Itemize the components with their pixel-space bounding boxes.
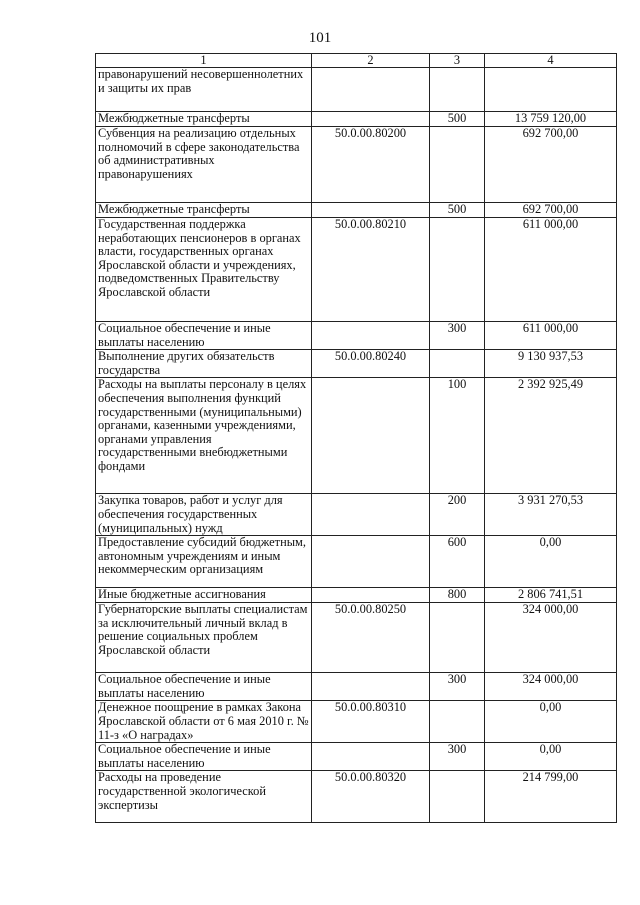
row-name-cell: Денежное поощрение в рамках Закона Ярославской области от 6 мая 2010 г. № 11-з «О наградах» bbox=[96, 701, 312, 743]
row-amount-cell: 13 759 120,00 bbox=[485, 112, 617, 127]
row-expense-type-cell bbox=[430, 68, 485, 112]
row-name-cell: Государственная поддержка неработающих пенсионеров в органах власти, государственных органах Ярославской области и учреждениях, подведомственных Правительству Ярославской области bbox=[96, 218, 312, 322]
row-amount-cell: 692 700,00 bbox=[485, 203, 617, 218]
table-row bbox=[96, 771, 617, 823]
row-amount-cell: 2 392 925,49 bbox=[485, 378, 617, 494]
row-amount-cell: 0,00 bbox=[485, 701, 617, 743]
table-row bbox=[96, 588, 617, 603]
row-name-cell: Межбюджетные трансферты bbox=[96, 203, 312, 218]
budget-table bbox=[95, 53, 617, 823]
row-amount-cell bbox=[485, 68, 617, 112]
row-expense-type-cell: 600 bbox=[430, 536, 485, 588]
row-expense-type-cell bbox=[430, 603, 485, 673]
row-expense-type-cell: 800 bbox=[430, 588, 485, 603]
row-name-cell: Губернаторские выплаты специалистам за исключительный личный вклад в решение социальных проблем Ярославской области bbox=[96, 603, 312, 673]
row-name-cell: Выполнение других обязательств государства bbox=[96, 350, 312, 378]
row-amount-cell: 324 000,00 bbox=[485, 603, 617, 673]
table-row bbox=[96, 701, 617, 743]
table-row bbox=[96, 218, 617, 322]
table-header-row bbox=[96, 54, 617, 68]
column-header-4: 4 bbox=[485, 54, 617, 68]
row-name-cell: Социальное обеспечение и иные выплаты населению bbox=[96, 322, 312, 350]
row-code-cell: 50.0.00.80310 bbox=[312, 701, 430, 743]
row-amount-cell: 3 931 270,53 bbox=[485, 494, 617, 536]
row-name-cell: Закупка товаров, работ и услуг для обеспечения государственных (муниципальных) нужд bbox=[96, 494, 312, 536]
row-name-cell: Социальное обеспечение и иные выплаты населению bbox=[96, 743, 312, 771]
row-name-cell: Расходы на выплаты персоналу в целях обеспечения выполнения функций государственными (муниципальными) органами, казенными учреждениями, органами управления государственными внебюджетными фондами bbox=[96, 378, 312, 494]
row-name-cell: Предоставление субсидий бюджетным, автономным учреждениям и иным некоммерческим организациям bbox=[96, 536, 312, 588]
row-code-cell bbox=[312, 494, 430, 536]
row-code-cell bbox=[312, 203, 430, 218]
row-code-cell bbox=[312, 536, 430, 588]
table-row bbox=[96, 743, 617, 771]
row-name-cell: правонарушений несовершеннолетних и защиты их прав bbox=[96, 68, 312, 112]
row-code-cell: 50.0.00.80210 bbox=[312, 218, 430, 322]
table-row bbox=[96, 112, 617, 127]
row-code-cell bbox=[312, 112, 430, 127]
row-expense-type-cell bbox=[430, 350, 485, 378]
table-body bbox=[96, 68, 617, 823]
row-code-cell: 50.0.00.80200 bbox=[312, 127, 430, 203]
row-expense-type-cell bbox=[430, 218, 485, 322]
table-row bbox=[96, 322, 617, 350]
row-code-cell bbox=[312, 743, 430, 771]
row-name-cell: Расходы на проведение государственной экологической экспертизы bbox=[96, 771, 312, 823]
row-amount-cell: 324 000,00 bbox=[485, 673, 617, 701]
row-code-cell bbox=[312, 673, 430, 701]
row-amount-cell: 611 000,00 bbox=[485, 218, 617, 322]
row-name-cell: Иные бюджетные ассигнования bbox=[96, 588, 312, 603]
row-expense-type-cell: 300 bbox=[430, 743, 485, 771]
table-row bbox=[96, 203, 617, 218]
row-code-cell: 50.0.00.80240 bbox=[312, 350, 430, 378]
row-expense-type-cell: 200 bbox=[430, 494, 485, 536]
row-expense-type-cell: 100 bbox=[430, 378, 485, 494]
table-row bbox=[96, 673, 617, 701]
row-expense-type-cell bbox=[430, 701, 485, 743]
row-expense-type-cell: 500 bbox=[430, 203, 485, 218]
row-expense-type-cell: 300 bbox=[430, 322, 485, 350]
row-amount-cell: 611 000,00 bbox=[485, 322, 617, 350]
table-row bbox=[96, 350, 617, 378]
row-name-cell: Межбюджетные трансферты bbox=[96, 112, 312, 127]
row-code-cell: 50.0.00.80250 bbox=[312, 603, 430, 673]
row-amount-cell: 0,00 bbox=[485, 743, 617, 771]
table-row bbox=[96, 536, 617, 588]
row-code-cell: 50.0.00.80320 bbox=[312, 771, 430, 823]
row-amount-cell: 692 700,00 bbox=[485, 127, 617, 203]
row-amount-cell: 214 799,00 bbox=[485, 771, 617, 823]
row-code-cell bbox=[312, 322, 430, 350]
row-expense-type-cell: 500 bbox=[430, 112, 485, 127]
row-name-cell: Социальное обеспечение и иные выплаты населению bbox=[96, 673, 312, 701]
row-code-cell bbox=[312, 68, 430, 112]
table-row bbox=[96, 68, 617, 112]
row-code-cell bbox=[312, 588, 430, 603]
table-row bbox=[96, 127, 617, 203]
row-amount-cell: 0,00 bbox=[485, 536, 617, 588]
row-expense-type-cell bbox=[430, 127, 485, 203]
table-row bbox=[96, 378, 617, 494]
row-amount-cell: 9 130 937,53 bbox=[485, 350, 617, 378]
table-row bbox=[96, 494, 617, 536]
page-number: 101 bbox=[308, 30, 332, 46]
row-name-cell: Субвенция на реализацию отдельных полномочий в сфере законодательства об административных правонарушениях bbox=[96, 127, 312, 203]
table-row bbox=[96, 603, 617, 673]
row-expense-type-cell bbox=[430, 771, 485, 823]
row-code-cell bbox=[312, 378, 430, 494]
column-header-3: 3 bbox=[430, 54, 485, 68]
row-expense-type-cell: 300 bbox=[430, 673, 485, 701]
row-amount-cell: 2 806 741,51 bbox=[485, 588, 617, 603]
column-header-2: 2 bbox=[312, 54, 430, 68]
column-header-1: 1 bbox=[96, 54, 312, 68]
